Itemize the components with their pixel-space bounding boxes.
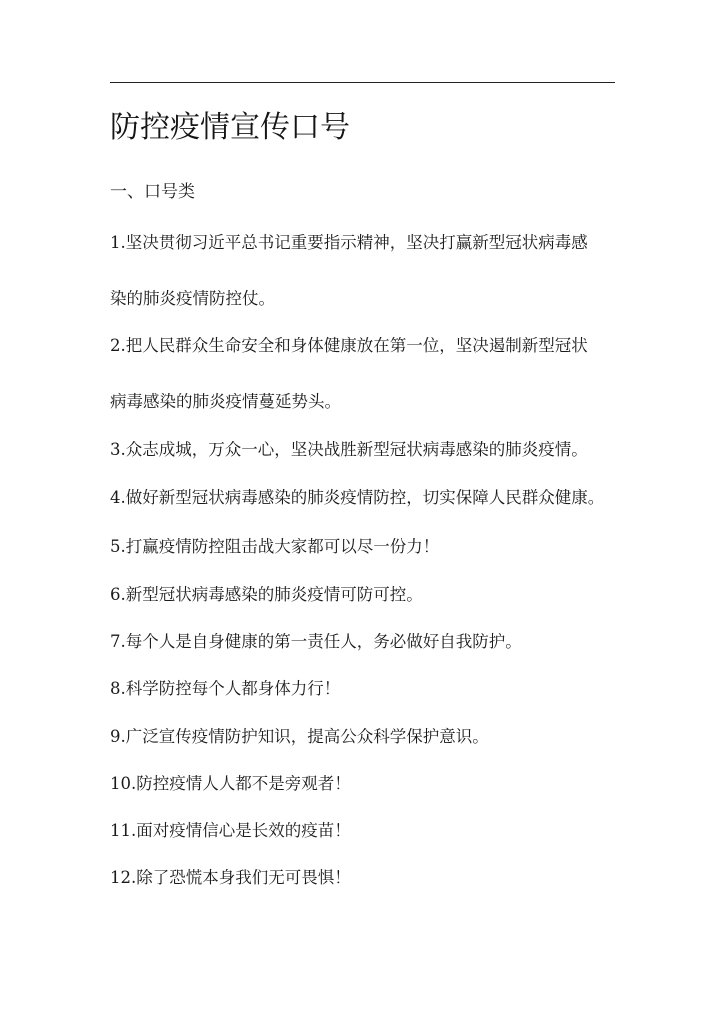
slogan-line: 2.把人民群众生命安全和身体健康放在第一位，坚决遏制新型冠状 — [110, 336, 588, 355]
slogan-item-8 — [110, 677, 620, 701]
slogan-item-3 — [110, 438, 620, 462]
top-divider — [110, 82, 615, 83]
slogan-line: 4.做好新型冠状病毒感染的肺炎疫情防控，切实保障人民群众健康。 — [110, 488, 605, 507]
slogan-line: 7.每个人是自身健康的第一责任人，务必做好自我防护。 — [110, 632, 522, 651]
slogan-item-11 — [110, 819, 620, 843]
slogan-line: 病毒感染的肺炎疫情蔓延势头。 — [110, 392, 341, 411]
section-heading: 一、口号类 — [110, 182, 195, 202]
slogan-line: 12.除了恐慌本身我们无可畏惧！ — [110, 868, 351, 887]
slogan-item-10 — [110, 772, 620, 796]
slogan-item-6 — [110, 583, 620, 607]
slogan-line: 6.新型冠状病毒感染的肺炎疫情可防可控。 — [110, 585, 423, 604]
slogan-line: 5.打赢疫情防控阻击战大家都可以尽一份力！ — [110, 537, 440, 556]
slogan-item-7 — [110, 630, 620, 654]
slogan-item-12 — [110, 866, 620, 890]
slogan-item-4 — [110, 486, 620, 510]
slogan-line: 10.防控疫情人人都不是旁观者！ — [110, 774, 351, 793]
slogan-line: 11.面对疫情信心是长效的疫苗！ — [110, 821, 351, 840]
slogan-line: 3.众志成城，万众一心，坚决战胜新型冠状病毒感染的肺炎疫情。 — [110, 440, 588, 459]
slogan-line: 染的肺炎疫情防控仗。 — [110, 289, 275, 308]
slogan-item-9 — [110, 725, 620, 749]
document-title: 防控疫情宣传口号 — [110, 110, 350, 145]
slogan-line: 1.坚决贯彻习近平总书记重要指示精神，坚决打赢新型冠状病毒感 — [110, 233, 588, 252]
slogan-line: 9.广泛宣传疫情防护知识，提高公众科学保护意识。 — [110, 727, 489, 746]
slogan-item-5 — [110, 535, 620, 559]
slogan-item-1 — [110, 231, 620, 311]
slogan-item-2 — [110, 334, 620, 414]
slogan-line: 8.科学防控每个人都身体力行！ — [110, 679, 341, 698]
